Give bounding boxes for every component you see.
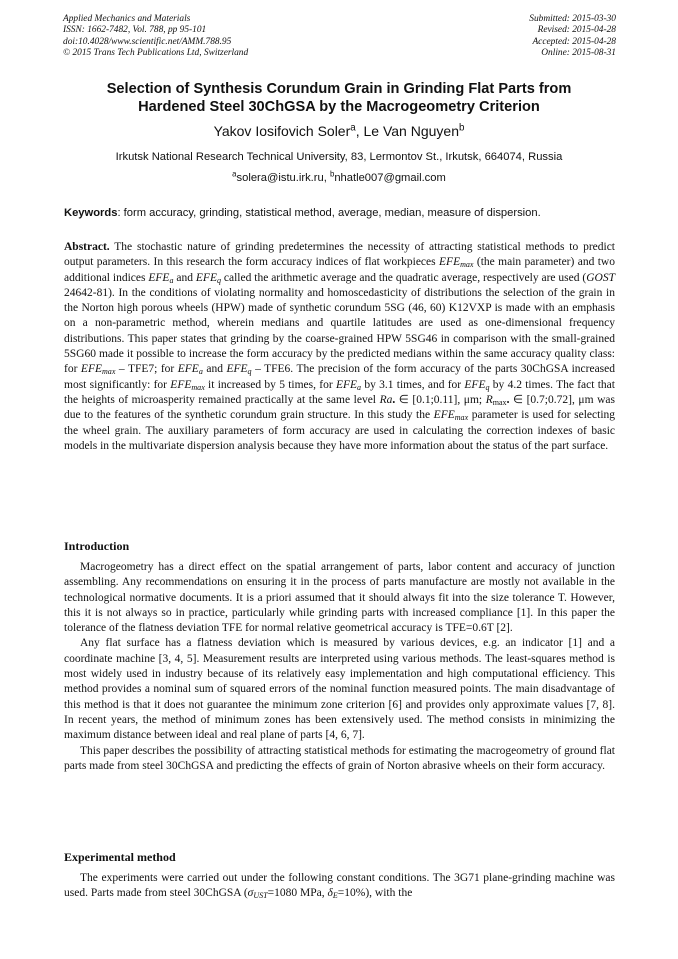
abstract-text: – TFE6. The precision of the form accuracy of the parts 30ChGSA increased most significantly: for: [64, 363, 616, 391]
experimental-text: =1080 MPa,: [267, 887, 328, 900]
efe-symbol: EFE: [148, 271, 170, 284]
sigma-symbol: σ: [247, 887, 254, 900]
abstract-text: μm was due to the features of the synthetic corundum grain structure. In this study the: [64, 393, 615, 422]
ra-subscript: •: [392, 397, 396, 407]
abstract-text: and: [173, 271, 196, 284]
author-emails: [40, 171, 638, 185]
efe-subscript: max: [460, 260, 474, 270]
ra-range: ∈ [0.1;0.11],: [395, 393, 461, 406]
author-1-affil-mark: a: [350, 122, 356, 134]
efe-symbol: EFE: [195, 271, 217, 284]
experimental-method-heading: Experimental method: [64, 850, 176, 864]
efe-symbol: EFE: [177, 363, 199, 376]
journal-name: Applied Mechanics and Materials: [63, 14, 191, 24]
experimental-text: =10%), with the: [337, 887, 413, 900]
publication-dates: [529, 14, 616, 60]
introduction-paragraph-2: Any flat surface has a flatness deviation which is measured by various devices, e.g. an indicator [1] and a coordinate machine [3, 4, 5]. Measurement results are interpreted using various methods. The least-squares method is most widely used in industry because of its relatively easy implementation and high computational efficiency. This method provides a nominal sum of squared errors of the nominal function measured points. The main disadvantage of this method is that it does not guarantee the minimum zone criterion [6] and provides only approximate values [7, 8]. In recent years, the method of minimum zones has been extensively used. The method consists in minimizing the maximum distance between ideal and real plane of parts [4, 6, 7].: [64, 637, 615, 742]
email-b[interactable]: nhatle007@gmail.com: [334, 172, 446, 184]
online-date: Online: 2015-08-31: [541, 48, 616, 59]
ra-symbol: Ra: [379, 393, 393, 406]
author-1: Yakov Iosifovich Soler: [213, 123, 351, 139]
efe-subscript: q: [485, 382, 490, 392]
affiliation: Irkutsk National Research Technical University, 83, Lermontov St., Irkutsk, 664074, Russia: [115, 151, 563, 163]
sigma-subscript: UST: [253, 891, 268, 901]
efe-symbol: EFE: [226, 363, 248, 376]
author-2-affil-mark: b: [458, 122, 465, 134]
email-a-mark: a: [232, 169, 237, 179]
efe-symbol: EFE: [439, 256, 461, 269]
efe-subscript: max: [191, 382, 205, 392]
copyright: © 2015 Trans Tech Publications Ltd, Switzerland: [63, 48, 249, 59]
efe-symbol: EFE: [80, 363, 102, 376]
abstract-label: Abstract.: [64, 241, 110, 253]
abstract-text: it increased by 5 times, for: [204, 378, 336, 391]
accepted-date: Accepted: 2015-04-28: [532, 36, 616, 47]
author-2: Le Van Nguyen: [363, 123, 459, 139]
efe-symbol: EFE: [335, 378, 358, 391]
introduction-section: [64, 560, 615, 774]
experimental-paragraph-1: [64, 871, 615, 902]
email-a[interactable]: solera@istu.irk.ru,: [236, 172, 330, 184]
abstract-text: and: [202, 363, 227, 376]
efe-subscript: max: [454, 413, 469, 423]
introduction-paragraph-3: This paper describes the possibility of attracting statistical methods for estimating the macrogeometry of ground flat parts made from steel 30ChGSA and predicting the effects of grain of Norton abrasive wheels on their form accuracy.: [64, 744, 615, 772]
abstract-paragraph: [64, 240, 615, 454]
keywords: [64, 206, 616, 220]
abstract-text: called the arithmetic average and the quadratic average, respectively are used (: [221, 271, 587, 284]
submitted-date: Submitted: 2015-03-30: [529, 14, 616, 24]
gost-reference: GOST: [586, 271, 615, 284]
efe-subscript: a: [357, 382, 362, 392]
author-separator: ,: [355, 123, 364, 139]
experimental-method-section: [64, 871, 615, 902]
issn: ISSN: 1662-7482, Vol. 788, pp 95-101: [63, 25, 207, 36]
title-line-2: Hardened Steel 30ChGSA by the Macrogeometry Criterion: [138, 99, 540, 115]
email-b-mark: b: [329, 169, 335, 179]
abstract-text: (the main parameter) and two additional indices: [64, 256, 615, 284]
efe-subscript: a: [169, 275, 174, 285]
abstract-text: The stochastic nature of grinding predetermines the necessity of attracting statistical methods to predict output parameters. In this research the form accuracy indices of flat workpieces: [64, 241, 615, 269]
rmax-subscript: max•: [492, 397, 510, 407]
efe-subscript: a: [198, 367, 203, 377]
efe-subscript: q: [247, 367, 252, 377]
abstract-text: parameter is used for selecting the wheel grain. The auxiliary parameters of form accuracy are used in calculating the correction indexes of basic models in the multivariate dispersion analysis because they have more information about the status of the part surface.: [64, 409, 616, 452]
introduction-paragraph-1: Macrogeometry has a direct effect on the spatial arrangement of parts, labor content and accuracy of junction assembling. Any recommendations on ensuring it in the process of parts manufacture are mostly not available in the technological normative documents. It is a priori assumed that it should always fit into the size tolerance T. However, this it is not always so in practice, particularly while grinding parts with increased compliance [1]. In this paper the tolerance of the flatness deviation TFE for normal relative geometrical accuracy is TFE=0.6T [2].: [64, 561, 615, 635]
abstract: [64, 240, 615, 454]
abstract-text: by 4.2 times. The fact that the heights of microasperity remained practically at the same level: [64, 378, 615, 406]
keywords-label: Keywords: [64, 207, 118, 219]
journal-info: [63, 14, 248, 60]
abstract-text: – TFE7; for: [115, 363, 178, 376]
efe-subscript: q: [216, 275, 221, 285]
title-line-1: Selection of Synthesis Corundum Grain in Grinding Flat Parts from: [106, 81, 572, 97]
abstract-text: μm;: [460, 393, 486, 406]
introduction-heading: Introduction: [64, 539, 130, 553]
revised-date: Revised: 2015-04-28: [537, 25, 616, 36]
efe-subscript: max: [102, 367, 116, 377]
delta-subscript: E: [332, 891, 338, 901]
paper-title: [40, 80, 638, 116]
keywords-text: : form accuracy, grinding, statistical method, average, median, measure of dispersion.: [117, 207, 541, 219]
rmax-range: ∈ [0.7;0.72],: [509, 393, 575, 406]
experimental-text: The experiments were carried out under the following constant conditions. The 3G71 plane-grinding machine was used. Parts made from steel 30ChGSA (: [64, 872, 615, 900]
rmax-symbol: R: [485, 393, 493, 406]
delta-symbol: δ: [327, 887, 333, 900]
authors: [40, 122, 638, 140]
doi: doi:10.4028/www.scientific.net/AMM.788.95: [63, 36, 232, 47]
abstract-text: by 3.1 times, and for: [361, 378, 465, 391]
efe-symbol: EFE: [170, 378, 192, 391]
efe-symbol: EFE: [433, 409, 455, 422]
efe-symbol: EFE: [464, 378, 486, 391]
abstract-text: 24642-81). In the conditions of violating normality and homoscedasticity of distributions the selection of the grain in the Norton high porous wheels (HPW) made of synthetic corundum 5SG (46, 60) K12VXP is made with an emphasis on a non-parametric method, wherein medians and quartile latitudes are used as one-dimensional frequency distributions. This paper states that grinding by the coarse-grained HPW 5SG46 in comparison with the small-grained 5SG60 made it possible to increase the form accuracy by the predicted medians within the same accuracy quality class: for: [64, 286, 615, 376]
